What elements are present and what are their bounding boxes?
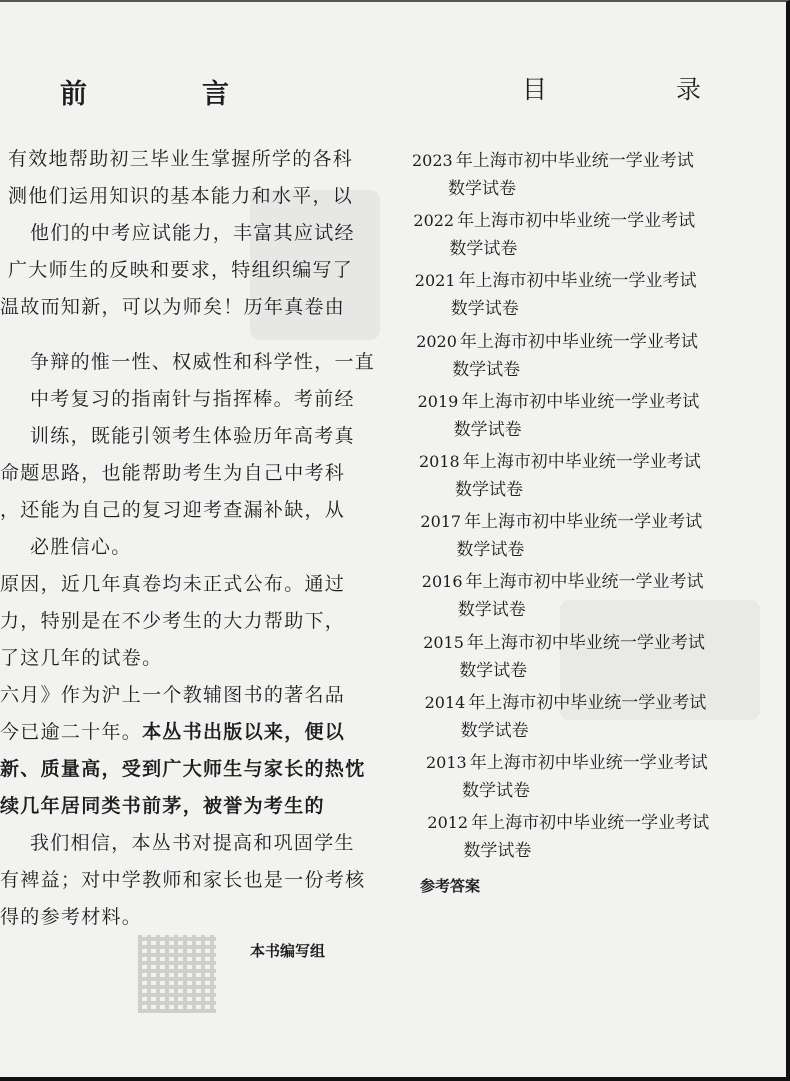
preface-line xyxy=(0,460,345,486)
toc-entry-2016[interactable] xyxy=(421,571,704,621)
toc-entry-subtitle: 数学试卷 xyxy=(463,841,532,862)
toc-entry-year: 2012 xyxy=(427,813,469,833)
toc-entry-subtitle: 数学试卷 xyxy=(457,600,526,621)
preface-line xyxy=(0,793,325,819)
toc-entry-year: 2018 xyxy=(419,452,460,471)
toc-entry-year: 2023 xyxy=(412,151,453,170)
preface-line xyxy=(30,220,355,246)
preface-title: 前 言 xyxy=(60,79,273,110)
toc-entry-title: 年上海市初中毕业统一学业考试 xyxy=(457,211,696,232)
toc-entry-2017[interactable] xyxy=(420,511,703,561)
toc-entry-title: 年上海市初中毕业统一学业考试 xyxy=(458,271,697,292)
toc-entry-year: 2019 xyxy=(417,391,459,411)
toc-entry-year: 2016 xyxy=(421,572,463,592)
preface-signature: 本书编写组 xyxy=(250,942,326,960)
toc-entry-2013[interactable] xyxy=(426,752,708,801)
toc-entry-2022[interactable] xyxy=(413,210,696,260)
preface-line xyxy=(30,830,355,856)
toc-entry-title: 年上海市初中毕业统一学业考试 xyxy=(471,813,710,834)
toc-entry-title: 年上海市初中毕业统一学业考试 xyxy=(465,572,704,593)
toc-entry-subtitle: 数学试卷 xyxy=(450,299,519,320)
toc-entry-2014[interactable] xyxy=(424,692,707,741)
preface-line-text: 中考复习的指南针与指挥棒。考前经 xyxy=(30,388,355,410)
preface-body xyxy=(0,146,395,928)
preface-line-text: 有裨益；对中学教师和家长也是一份考核 xyxy=(0,869,366,891)
preface-line xyxy=(8,146,353,172)
toc-entry-year: 2022 xyxy=(413,211,455,231)
toc-entry-subtitle: 数学试卷 xyxy=(456,540,525,561)
preface-line xyxy=(0,571,345,597)
toc-entry-year: 2017 xyxy=(420,512,462,532)
preface-line xyxy=(0,867,365,893)
toc-entry-2021[interactable] xyxy=(414,270,697,320)
preface-line-text: 训练，既能引领考生体验历年高考真 xyxy=(30,425,355,447)
preface-line-text: 我们相信，本丛书对提高和巩固学生 xyxy=(30,832,355,854)
preface-line-text: 六月》作为沪上一个教辅图书的著名品 xyxy=(0,684,346,706)
preface-line-text: 得的参考材料。 xyxy=(0,906,143,928)
toc-entry-year: 2014 xyxy=(424,692,466,712)
toc-entry-subtitle: 数学试卷 xyxy=(462,781,530,801)
toc-entry-2019[interactable] xyxy=(417,391,700,440)
preface-line-text: 温故而知新，可以为师矣！历年真卷由 xyxy=(0,296,346,318)
preface-line xyxy=(0,756,365,782)
preface-line-text: 新、质量高，受到广大师生与家长的热忱 xyxy=(0,758,366,780)
toc-entry-title: 年上海市初中毕业统一学业考试 xyxy=(462,452,701,472)
toc-entry-subtitle: 数学试卷 xyxy=(448,179,516,199)
toc-entry-title: 年上海市初中毕业统一学业考试 xyxy=(469,753,708,773)
preface-line xyxy=(8,183,353,209)
preface-line xyxy=(30,386,355,412)
preface-line xyxy=(8,257,353,283)
toc-entry-year: 2021 xyxy=(414,271,456,291)
toc-entry-title: 年上海市初中毕业统一学业考试 xyxy=(461,391,700,412)
toc-entry-title: 年上海市初中毕业统一学业考试 xyxy=(464,512,703,533)
qr-code-image xyxy=(138,935,216,1013)
toc-entry-title: 年上海市初中毕业统一学业考试 xyxy=(459,331,698,352)
preface-line xyxy=(0,682,345,708)
preface-line-text: 今已逾二十年。 xyxy=(0,721,143,743)
toc-entry-2020[interactable] xyxy=(416,331,698,380)
toc-entry-title: 年上海市初中毕业统一学业考试 xyxy=(455,151,694,171)
preface-line xyxy=(30,349,375,375)
preface-line-text: 了这几年的试卷。 xyxy=(0,647,163,669)
toc-entry-title: 年上海市初中毕业统一学业考试 xyxy=(466,632,705,653)
preface-line-text: 原因，近几年真卷均未正式公布。通过 xyxy=(0,573,346,595)
toc-entry-year: 2020 xyxy=(416,331,457,351)
preface-line xyxy=(0,294,345,320)
toc-entry-subtitle: 数学试卷 xyxy=(452,359,521,380)
preface-line-text: 续几年居同类书前茅，被誉为考生的 xyxy=(0,795,325,817)
preface-line-text: 必胜信心。 xyxy=(30,536,132,558)
toc-entry-year: 2013 xyxy=(426,753,467,772)
toc-answers-entry[interactable]: 参考答案 xyxy=(420,877,481,895)
preface-line-text: 力，特别是在不少考生的大力帮助下， xyxy=(0,610,346,632)
preface-line xyxy=(0,645,162,671)
preface-line-text: 命题思路，也能帮助考生为自己中考科 xyxy=(0,462,346,484)
preface-line-text: 广大师生的反映和要求，特组织编写了 xyxy=(8,259,354,281)
toc-entry-2018[interactable] xyxy=(419,451,701,500)
preface-line-emphasis: 本丛书出版以来，便以 xyxy=(142,721,346,743)
preface-line-text: ，还能为自己的复习迎考查漏补缺，从 xyxy=(0,499,346,521)
preface-line xyxy=(30,423,355,449)
preface-line-text: 他们的中考应试能力，丰富其应试经 xyxy=(30,222,355,244)
preface-line xyxy=(0,719,345,745)
preface-line-text: 有效地帮助初三毕业生掌握所学的各科 xyxy=(8,148,354,170)
preface-line xyxy=(30,534,132,560)
toc-entry-subtitle: 数学试卷 xyxy=(455,480,523,500)
preface-line xyxy=(0,904,142,930)
toc-entry-subtitle: 数学试卷 xyxy=(453,419,522,440)
toc-entry-subtitle: 数学试卷 xyxy=(449,239,518,260)
toc-entry-title: 年上海市初中毕业统一学业考试 xyxy=(468,692,707,713)
toc-title: 目 录 xyxy=(522,75,754,104)
toc-entry-subtitle: 数学试卷 xyxy=(459,660,528,681)
toc-entry-subtitle: 数学试卷 xyxy=(460,720,529,741)
preface-line-text: 争辩的惟一性、权威性和科学性，一直 xyxy=(30,351,376,373)
toc-entry-year: 2015 xyxy=(423,632,464,652)
toc-entry-2023[interactable] xyxy=(412,150,694,199)
toc-entry-2012[interactable] xyxy=(427,812,710,862)
preface-line xyxy=(0,497,345,523)
toc-entry-2015[interactable] xyxy=(423,632,705,681)
preface-line-text: 测他们运用知识的基本能力和水平，以 xyxy=(8,185,354,207)
preface-line xyxy=(0,608,345,634)
